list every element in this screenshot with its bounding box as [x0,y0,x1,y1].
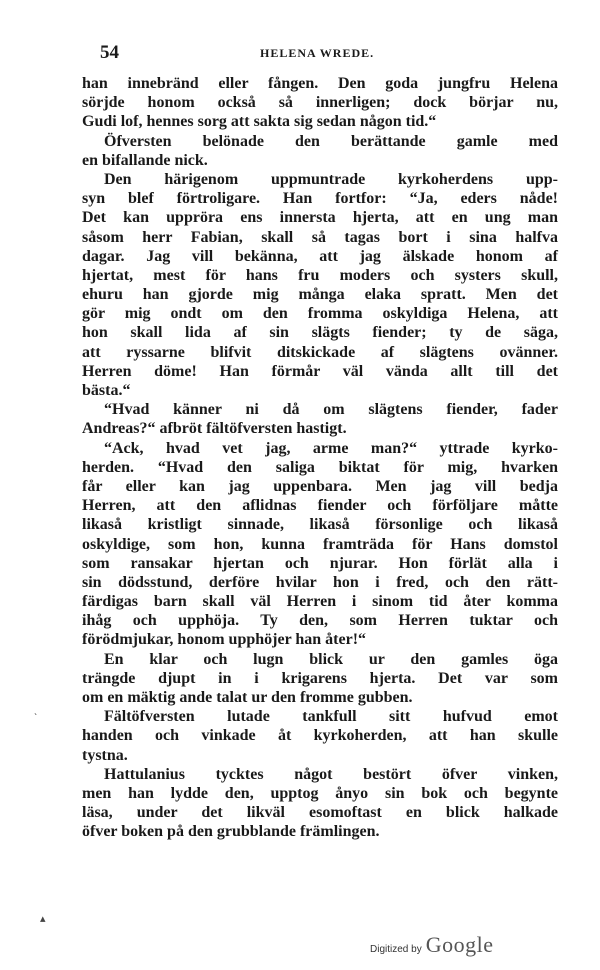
text-line: “Ack, hvad vet jag, arme man?“ yttrade kyrko- [104,439,558,457]
google-logo: Google [425,932,494,957]
text-line: ihåg och upphöja. Ty den, som Herren tuktar och [82,612,558,630]
text-line: likaså kristligt sinnade, likaså försonlige och likaså [82,516,558,534]
page-number: 54 [100,42,119,63]
text-line: öfver boken på den grubblande främlingen. [82,823,380,841]
text-line: tystna. [82,746,128,764]
text-line: syn blef förtroligare. Han fortfor: “Ja, eders nåde! [82,190,558,208]
text-line: handen och vinkade åt kyrkoherden, att han skulle [82,727,558,745]
text-line: om en mäktig ande talat ur den fromme gubben. [82,689,413,706]
text-line: trängde djupt in i krigarens hjerta. Det var som [82,669,558,687]
page-header [100,42,540,64]
text-line: Öfversten belönade den berättande gamle med [104,132,558,150]
margin-mark: ˎ [34,704,38,716]
text-line: men han lydde den, upptog ånyo sin bok och begynte [82,784,558,802]
margin-mark: ▴ [40,913,46,925]
text-line: herden. “Hvad den saliga biktat för mig, hvarken [82,458,558,476]
text-line: bästa.“ [82,382,131,399]
text-line: får eller kan jag uppenbara. Men jag vill bedja [82,477,558,495]
text-line: sin dödsstund, derföre hvilar hon i fred, och den rätt- [82,573,558,591]
text-line: sörjde honom också så innerligen; dock börjar nu, [82,94,558,112]
text-line: oskyldige, som hon, kunna framträda för Hans domstol [82,535,558,553]
text-line: ehuru han gjorde mig många elaka spratt. Men det [82,286,558,304]
text-line: hon skall lida af sin slägts fiender; ty de säga, [82,324,558,342]
text-line: såsom herr Fabian, skall så tagas bort i sina halfva [82,228,558,246]
text-line: hjertat, mest för hans fru moders och systers skull, [82,266,558,284]
text-line: förödmjukar, honom upphöjer han åter!“ [82,631,367,649]
text-line: Hattulanius tycktes något bestört öfver vinken, [104,765,558,783]
text-line: En klar och lugn blick ur den gamles öga [104,650,558,668]
digitizer-watermark [370,932,493,956]
text-line: som ransakar hjertan och njurar. Hon förlät alla i [82,554,558,572]
text-line: färdigas barn skall väl Herren i sinom tid åter komma [82,593,558,611]
text-line: “Hvad känner ni då om slägtens fiender, fader [104,401,558,419]
digitized-label: Digitized by [370,944,422,955]
text-line: Herren, att den aflidnas fiender och förföljare måtte [82,497,558,515]
text-line: Fältöfversten lutade tankfull sitt hufvud emot [104,708,558,726]
text-line: gör mig ondt om den fromma oskyldiga Helena, att [82,305,558,323]
text-line: Gudi lof, hennes sorg att sakta sig sedan någon tid.“ [82,113,437,131]
text-line: att ryssarne blifvit ditskickade af slägtens ovänner. [82,343,558,361]
text-line: läsa, under det likväl esomoftast en blick halkade [82,804,558,822]
text-line: dagar. Jag vill bekänna, att jag älskade honom af [82,247,558,265]
text-line: Den härigenom uppmuntrade kyrkoherdens upp- [104,170,558,188]
text-line: Herren döme! Han förmår väl vända allt till det [82,362,558,380]
text-line: Det kan uppröra ens innersta hjerta, att en ung man [82,209,558,227]
text-line: han innebränd eller fången. Den goda jungfru Helena [82,75,558,92]
body-text [82,74,558,842]
running-title: HELENA WREDE. [260,46,375,60]
text-line: en bifallande nick. [82,151,208,169]
text-line: Andreas?“ afbröt fältöfversten hastigt. [82,420,347,438]
